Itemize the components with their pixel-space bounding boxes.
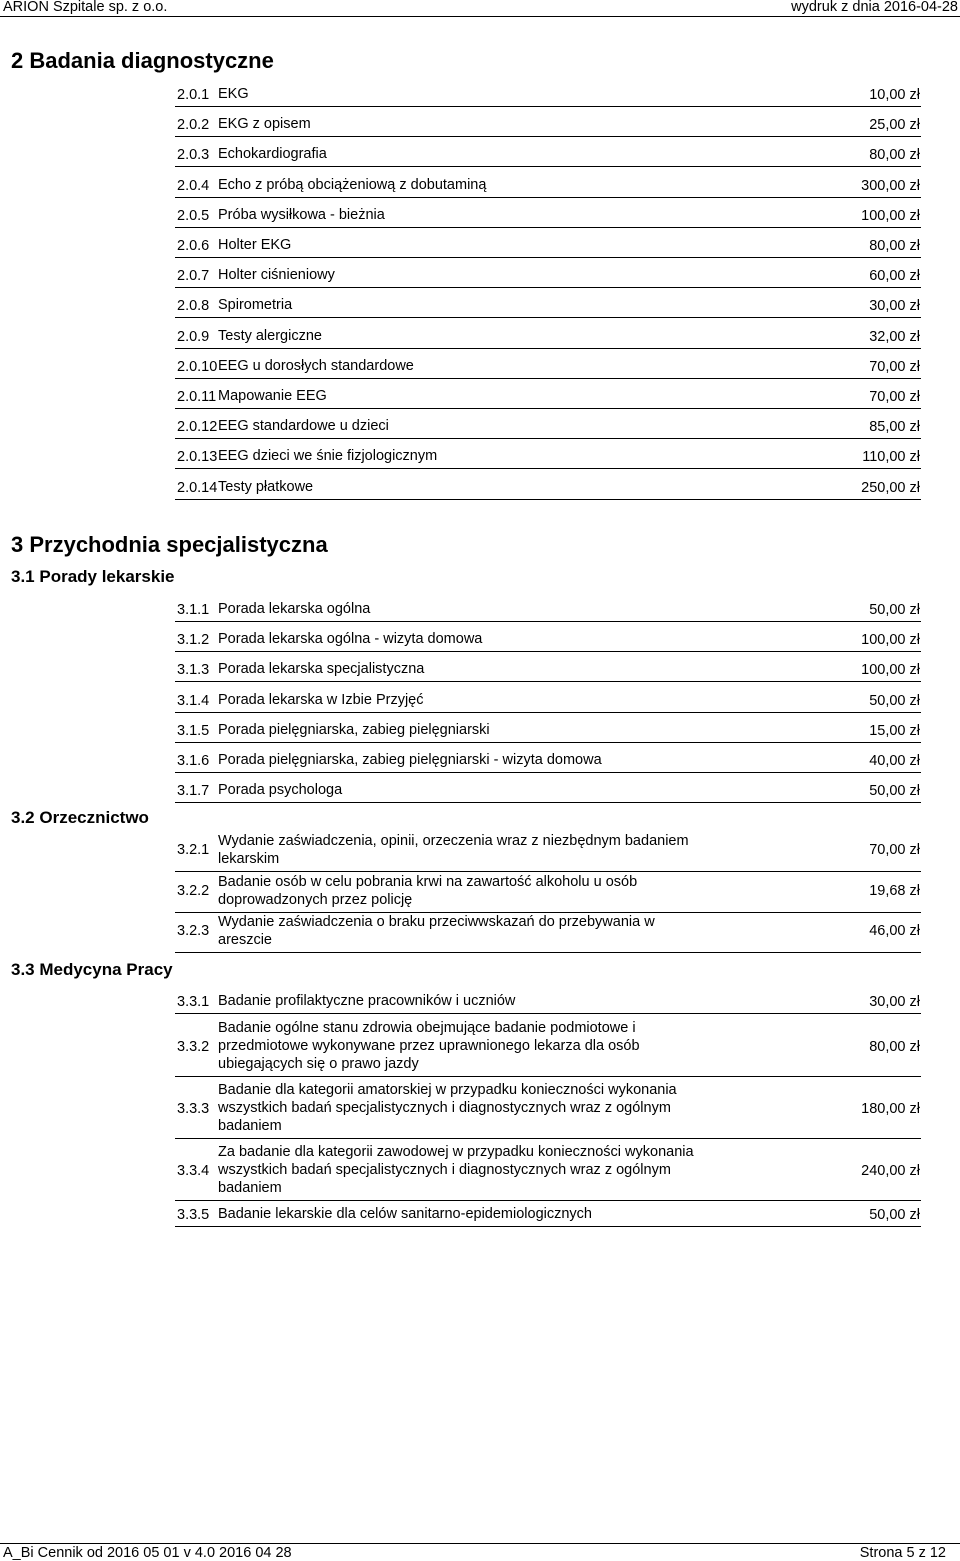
- item-code: 2.0.7: [177, 268, 210, 285]
- price-list-row: [175, 1076, 921, 1139]
- item-code: 2.0.1: [177, 87, 210, 103]
- item-name-line: badaniem: [218, 1118, 282, 1134]
- price-list-row: [175, 1138, 921, 1201]
- item-price: 32,00 zł: [869, 328, 920, 345]
- item-code: 3.3.2: [177, 1039, 210, 1055]
- item-name: [218, 832, 718, 868]
- item-code: 2.0.11: [177, 389, 217, 405]
- item-price: 85,00 zł: [869, 419, 920, 436]
- item-price: 110,00 zł: [862, 449, 920, 466]
- item-name-line: wszystkich badań specjalistycznych i diagnostycznych wraz z ogólnym: [218, 1100, 671, 1116]
- item-code: 3.1.2: [177, 632, 210, 649]
- item-price: 60,00 zł: [869, 268, 920, 285]
- price-list-row: [175, 621, 921, 652]
- section-3-title: 3 Przychodnia specjalistyczna: [11, 532, 328, 557]
- item-name-line: Badanie ogólne stanu zdrowia obejmujące badanie podmiotowe i: [218, 1020, 636, 1036]
- item-name-line: Badanie lekarskie dla celów sanitarno-epidemiologicznych: [218, 1206, 592, 1222]
- item-code: 2.0.9: [177, 328, 210, 345]
- item-code: 2.0.3: [177, 147, 210, 164]
- item-name: [218, 913, 718, 949]
- item-name: Porada lekarska ogólna: [218, 601, 371, 617]
- page-number: Strona 5 z 12: [859, 1545, 946, 1561]
- item-code: 2.0.12: [177, 419, 218, 436]
- item-code: 3.2.2: [177, 883, 210, 899]
- price-list-row: [175, 872, 921, 913]
- item-name-line: ubiegających się o prawo jazdy: [218, 1056, 419, 1072]
- price-list-row: [175, 1014, 921, 1077]
- item-code: 2.0.10: [177, 358, 218, 375]
- item-name: EEG dzieci we śnie fizjologicznym: [218, 448, 438, 465]
- item-code: 3.1.7: [177, 783, 210, 800]
- footer-divider: [0, 1543, 960, 1544]
- item-name: Testy alergiczne: [218, 327, 322, 344]
- item-code: 3.2.1: [177, 842, 210, 858]
- item-name: Porada pielęgniarska, zabieg pielęgniarski: [218, 721, 490, 738]
- item-price: 100,00 zł: [861, 662, 920, 679]
- item-price: 50,00 zł: [869, 1207, 920, 1223]
- item-price: 240,00 zł: [861, 1163, 920, 1179]
- item-code: 2.0.4: [177, 177, 210, 194]
- price-list-row: [175, 167, 921, 198]
- item-name-line: areszcie: [218, 932, 272, 948]
- item-code: 2.0.5: [177, 207, 210, 224]
- item-price: 40,00 zł: [869, 753, 920, 769]
- company-name: ARION Szpitale sp. z o.o.: [3, 0, 168, 15]
- print-date: wydruk z dnia 2016-04-28: [791, 0, 958, 15]
- item-name: Spirometria: [218, 297, 293, 314]
- item-code: 3.1.3: [177, 662, 210, 679]
- price-list-row: [175, 76, 921, 107]
- section-3-1-title: 3.1 Porady lekarskie: [11, 567, 175, 586]
- price-list-row: [175, 408, 921, 439]
- item-price: 50,00 zł: [869, 692, 920, 709]
- item-name-line: wszystkich badań specjalistycznych i diagnostycznych wraz z ogólnym: [218, 1162, 671, 1178]
- item-price: 19,68 zł: [869, 883, 920, 899]
- price-list-row: [175, 287, 921, 318]
- item-price: 70,00 zł: [869, 389, 920, 405]
- section-2-title: 2 Badania diagnostyczne: [11, 48, 274, 73]
- item-code: 3.1.5: [177, 722, 210, 739]
- item-name: Echokardiografia: [218, 146, 327, 163]
- item-price: 300,00 zł: [861, 177, 920, 194]
- item-price: 180,00 zł: [861, 1101, 920, 1117]
- price-list-row: [175, 227, 921, 258]
- item-code: 2.0.2: [177, 117, 210, 134]
- item-name: Holter EKG: [218, 237, 292, 253]
- section-3-3-title: 3.3 Medycyna Pracy: [11, 960, 173, 979]
- price-list-row: [175, 136, 921, 167]
- price-list-row: [175, 742, 921, 773]
- item-price: 46,00 zł: [869, 923, 920, 939]
- page-header: [0, 0, 960, 16]
- item-name-line: Badanie profilaktyczne pracowników i uczniów: [218, 993, 516, 1009]
- item-code: 2.0.13: [177, 449, 218, 466]
- item-code: 2.0.14: [177, 479, 218, 496]
- item-name: [218, 992, 718, 1010]
- item-name: [218, 1019, 718, 1073]
- item-price: 70,00 zł: [869, 842, 920, 858]
- item-name: Porada lekarska w Izbie Przyjęć: [218, 691, 424, 708]
- item-name: EKG: [218, 86, 249, 102]
- item-name-line: doprowadzonych przez policję: [218, 892, 413, 908]
- item-code: 3.2.3: [177, 923, 210, 939]
- item-name: Porada pielęgniarska, zabieg pielęgniarski - wizyta domowa: [218, 752, 602, 768]
- item-code: 3.3.1: [177, 994, 210, 1010]
- price-list-row: [175, 197, 921, 228]
- price-list-row: [175, 438, 921, 469]
- header-divider: [0, 16, 960, 17]
- price-list-row: [175, 591, 921, 622]
- price-list-row: [175, 1200, 921, 1227]
- item-price: 100,00 zł: [861, 632, 920, 649]
- price-list-row: [175, 712, 921, 743]
- item-name: EEG u dorosłych standardowe: [218, 357, 414, 374]
- item-price: 100,00 zł: [861, 207, 920, 224]
- price-list-row: [175, 682, 921, 713]
- item-name: [218, 873, 718, 909]
- item-name-line: Za badanie dla kategorii zawodowej w przypadku konieczności wykonania: [218, 1144, 694, 1160]
- item-name: Porada lekarska specjalistyczna: [218, 661, 425, 678]
- document-version: A_Bi Cennik od 2016 05 01 v 4.0 2016 04 28: [3, 1545, 292, 1561]
- item-price: 80,00 zł: [869, 147, 920, 164]
- price-list-row: [175, 106, 921, 137]
- item-name-line: Badanie dla kategorii amatorskiej w przypadku konieczności wykonania: [218, 1082, 677, 1098]
- item-name: Porada lekarska ogólna - wizyta domowa: [218, 631, 483, 648]
- item-code: 3.1.6: [177, 753, 210, 769]
- section-3-2-title: 3.2 Orzecznictwo: [11, 808, 149, 827]
- item-code: 3.3.4: [177, 1163, 210, 1179]
- item-price: 25,00 zł: [869, 117, 920, 134]
- price-list-row: [175, 348, 921, 379]
- item-name: Holter ciśnieniowy: [218, 267, 335, 284]
- price-list-row: [175, 772, 921, 803]
- item-price: 50,00 zł: [869, 602, 920, 618]
- item-name-line: przedmiotowe wykonywane przez uprawnionego lekarza dla osób: [218, 1038, 640, 1054]
- item-price: 30,00 zł: [869, 298, 920, 315]
- item-name-line: Wydanie zaświadczenia o braku przeciwwskazań do przebywania w: [218, 914, 655, 930]
- item-code: 3.1.1: [177, 602, 210, 618]
- item-code: 2.0.6: [177, 238, 210, 254]
- price-list-row: [175, 829, 921, 872]
- item-price: 70,00 zł: [869, 358, 920, 375]
- item-price: 15,00 zł: [869, 722, 920, 739]
- item-name-line: badaniem: [218, 1180, 282, 1196]
- item-name-line: lekarskim: [218, 851, 280, 867]
- item-code: 2.0.8: [177, 298, 210, 315]
- item-price: 50,00 zł: [869, 783, 920, 800]
- item-name: EEG standardowe u dzieci: [218, 418, 389, 435]
- price-list-row: [175, 651, 921, 682]
- price-list-row: [175, 983, 921, 1014]
- price-list-row: [175, 257, 921, 288]
- item-name: Testy płatkowe: [218, 478, 314, 495]
- item-name: EKG z opisem: [218, 116, 311, 133]
- item-price: 80,00 zł: [869, 1039, 920, 1055]
- price-list-row: [175, 912, 921, 953]
- item-name: Porada psychologa: [218, 782, 343, 799]
- item-name: [218, 1205, 718, 1223]
- item-name-line: Wydanie zaświadczenia, opinii, orzeczenia wraz z niezbędnym badaniem: [218, 833, 689, 849]
- item-name: Echo z próbą obciążeniową z dobutaminą: [218, 176, 487, 193]
- price-list-row: [175, 469, 921, 500]
- item-name-line: Badanie osób w celu pobrania krwi na zawartość alkoholu u osób: [218, 874, 638, 890]
- item-code: 3.1.4: [177, 692, 210, 709]
- item-name: Próba wysiłkowa - bieżnia: [218, 206, 385, 223]
- price-list-row: [175, 318, 921, 349]
- price-list-row: [175, 378, 921, 409]
- item-name: [218, 1081, 718, 1135]
- item-price: 30,00 zł: [869, 994, 920, 1010]
- item-name: [218, 1143, 718, 1197]
- item-code: 3.3.3: [177, 1101, 210, 1117]
- item-price: 10,00 zł: [869, 87, 920, 103]
- item-price: 80,00 zł: [869, 238, 920, 254]
- item-code: 3.3.5: [177, 1207, 210, 1223]
- item-name: Mapowanie EEG: [218, 388, 327, 404]
- item-price: 250,00 zł: [861, 479, 920, 496]
